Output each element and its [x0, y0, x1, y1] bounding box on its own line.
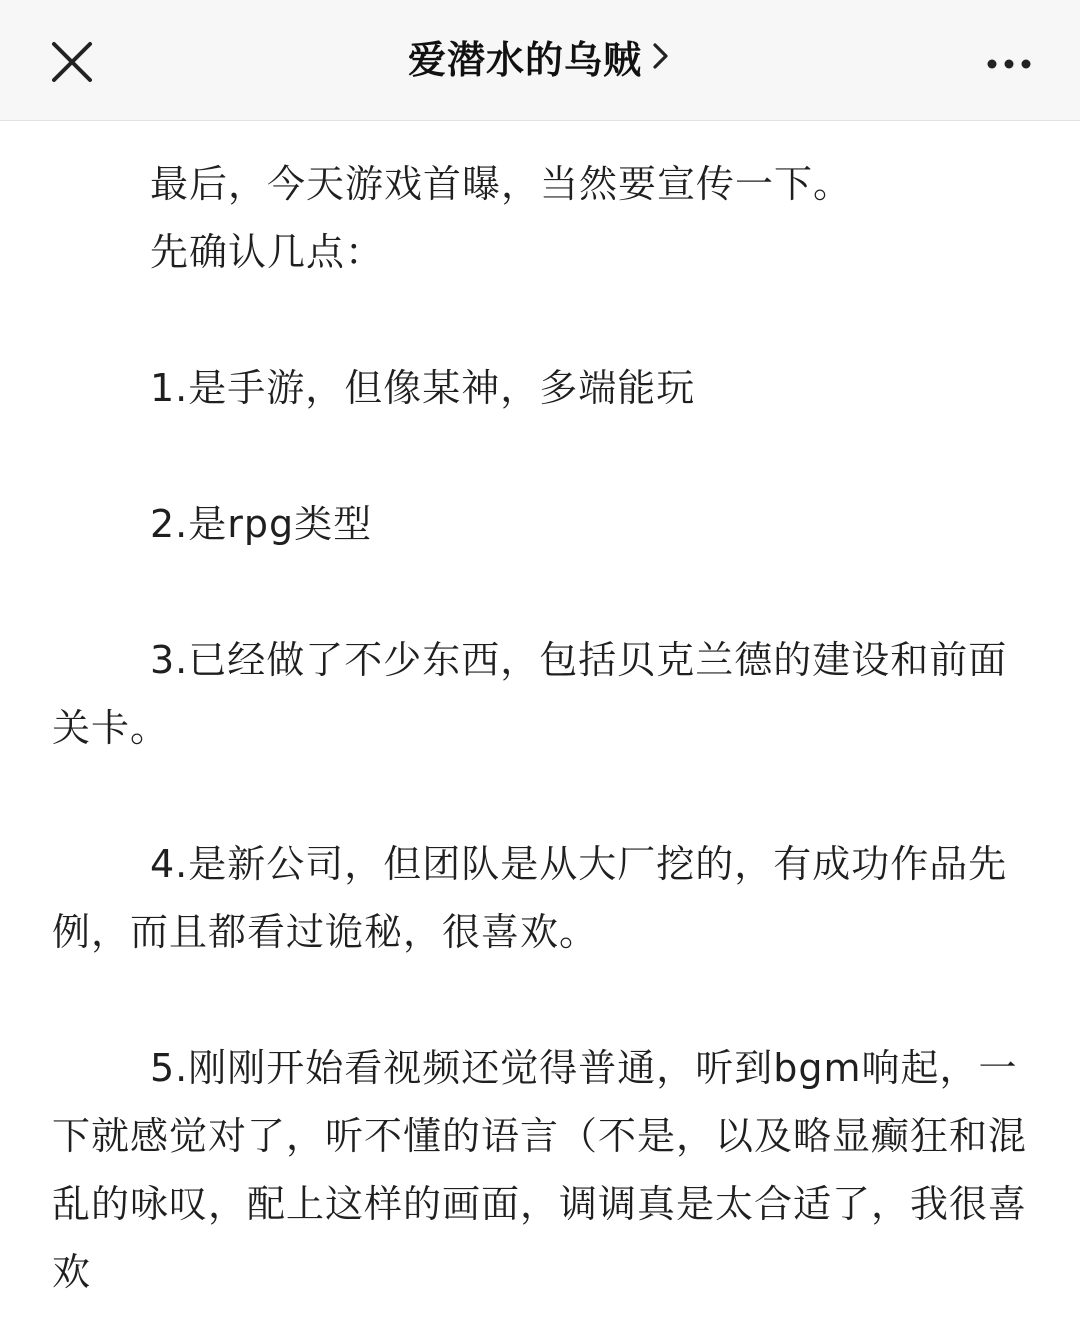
paragraph-intro: 最后，今天游戏首曝，当然要宣传一下。 — [150, 162, 853, 206]
chevron-right-icon — [650, 41, 672, 71]
account-title-button[interactable] — [408, 29, 672, 84]
close-button[interactable] — [48, 38, 96, 86]
more-options-button[interactable] — [984, 44, 1034, 84]
paragraph-point-4: 4.是新公司，但团队是从大厂挖的，有成功作品先例，而且都看过诡秘，很喜欢。 — [52, 842, 1008, 954]
paragraph-point-1: 1.是手游，但像某神，多端能玩 — [150, 366, 696, 410]
paragraph-point-5: 5.刚刚开始看视频还觉得普通，听到bgm响起，一下就感觉对了，听不懂的语言（不是，以及略显癫狂和混乱的咏叹，配上这样的画面，调调真是太合适了，我很喜欢 — [52, 1046, 1028, 1294]
close-icon — [48, 38, 96, 86]
article-body — [52, 150, 1032, 1306]
page-title: 爱潜水的乌贼 — [407, 37, 642, 82]
paragraph-confirm-points: 先确认几点： — [150, 230, 385, 274]
more-horizontal-icon — [984, 44, 1034, 84]
top-navigation-bar — [0, 0, 1080, 121]
paragraph-point-3: 3.已经做了不少东西，包括贝克兰德的建设和前面关卡。 — [52, 638, 1008, 750]
paragraph-point-2: 2.是rpg类型 — [150, 502, 373, 546]
